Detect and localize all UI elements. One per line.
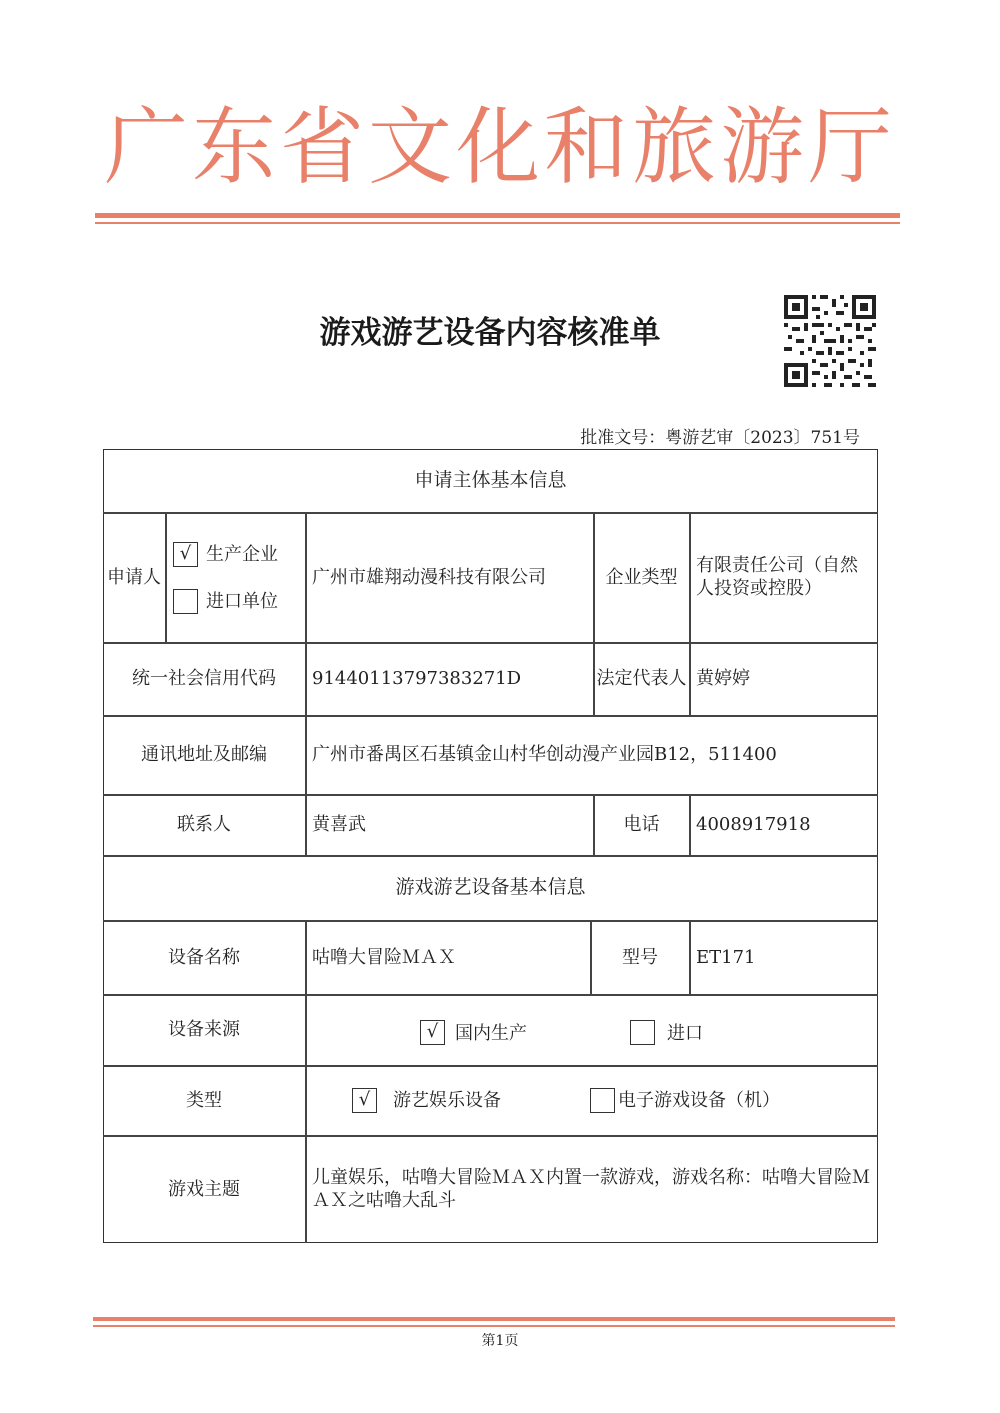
import-label: 进口 (667, 1023, 703, 1044)
page-number: 第1页 (481, 1333, 519, 1349)
applicant-section-title: 申请主体基本信息 (414, 469, 567, 491)
company-type-label: 企业类型 (605, 566, 678, 588)
legal-rep-label: 法定代表人 (596, 668, 687, 689)
electronic-label: 电子游戏设备（机） (618, 1090, 780, 1111)
approval-number: 批准文号：粤游艺审〔2023〕751号 (580, 428, 860, 448)
importer-checkbox[interactable] (173, 589, 198, 614)
amusement-label: 游艺娱乐设备 (393, 1090, 501, 1111)
grid-line (165, 512, 167, 642)
model-label: 型号 (622, 946, 658, 968)
import-checkbox[interactable] (630, 1020, 655, 1045)
electronic-checkbox[interactable] (590, 1088, 615, 1113)
credit-code-value: 91440113797383271D (312, 668, 522, 689)
qr-code-icon (782, 293, 878, 389)
address-label: 通讯地址及邮编 (141, 744, 267, 765)
contact-value: 黄喜武 (312, 814, 366, 835)
letterhead-rule-thin (95, 222, 900, 224)
company-type-value: 有限责任公司（自然人投资或控股） (696, 555, 858, 599)
footer-rule-thick (93, 1317, 895, 1321)
domestic-checkbox[interactable]: √ (420, 1020, 445, 1045)
producer-label: 生产企业 (206, 544, 278, 565)
legal-rep-value: 黄婷婷 (696, 668, 750, 689)
phone-label: 电话 (623, 814, 660, 835)
amusement-checkbox[interactable]: √ (352, 1088, 377, 1113)
source-label: 设备来源 (168, 1019, 240, 1040)
theme-label: 游戏主题 (168, 1178, 240, 1200)
letterhead-rule-thick (95, 213, 900, 218)
org-name: 广东省文化和旅游厅 (103, 98, 896, 196)
address-value: 广州市番禺区石基镇金山村华创动漫产业园B12，511400 (312, 744, 777, 765)
importer-label: 进口单位 (206, 591, 278, 612)
contact-label: 联系人 (177, 814, 231, 835)
footer-rule-thin (93, 1325, 895, 1327)
device-section-title: 游戏游艺设备基本信息 (395, 876, 586, 898)
category-label: 类型 (186, 1089, 222, 1111)
model-value: ET171 (696, 946, 756, 968)
company-name: 广州市雄翔动漫科技有限公司 (312, 566, 546, 588)
device-name-value: 咕噜大冒险ＭＡＸ (312, 946, 456, 968)
device-name-label: 设备名称 (168, 946, 240, 968)
theme-value: 儿童娱乐，咕噜大冒险ＭＡＸ内置一款游戏，游戏名称：咕噜大冒险ＭＡＸ之咕噜大乱斗 (312, 1167, 870, 1211)
phone-value: 4008917918 (696, 814, 811, 835)
producer-checkbox[interactable]: √ (173, 542, 198, 567)
domestic-label: 国内生产 (455, 1023, 527, 1044)
applicant-label: 申请人 (107, 566, 161, 588)
credit-code-label: 统一社会信用代码 (132, 668, 276, 689)
document-title: 游戏游艺设备内容核准单 (319, 315, 661, 351)
